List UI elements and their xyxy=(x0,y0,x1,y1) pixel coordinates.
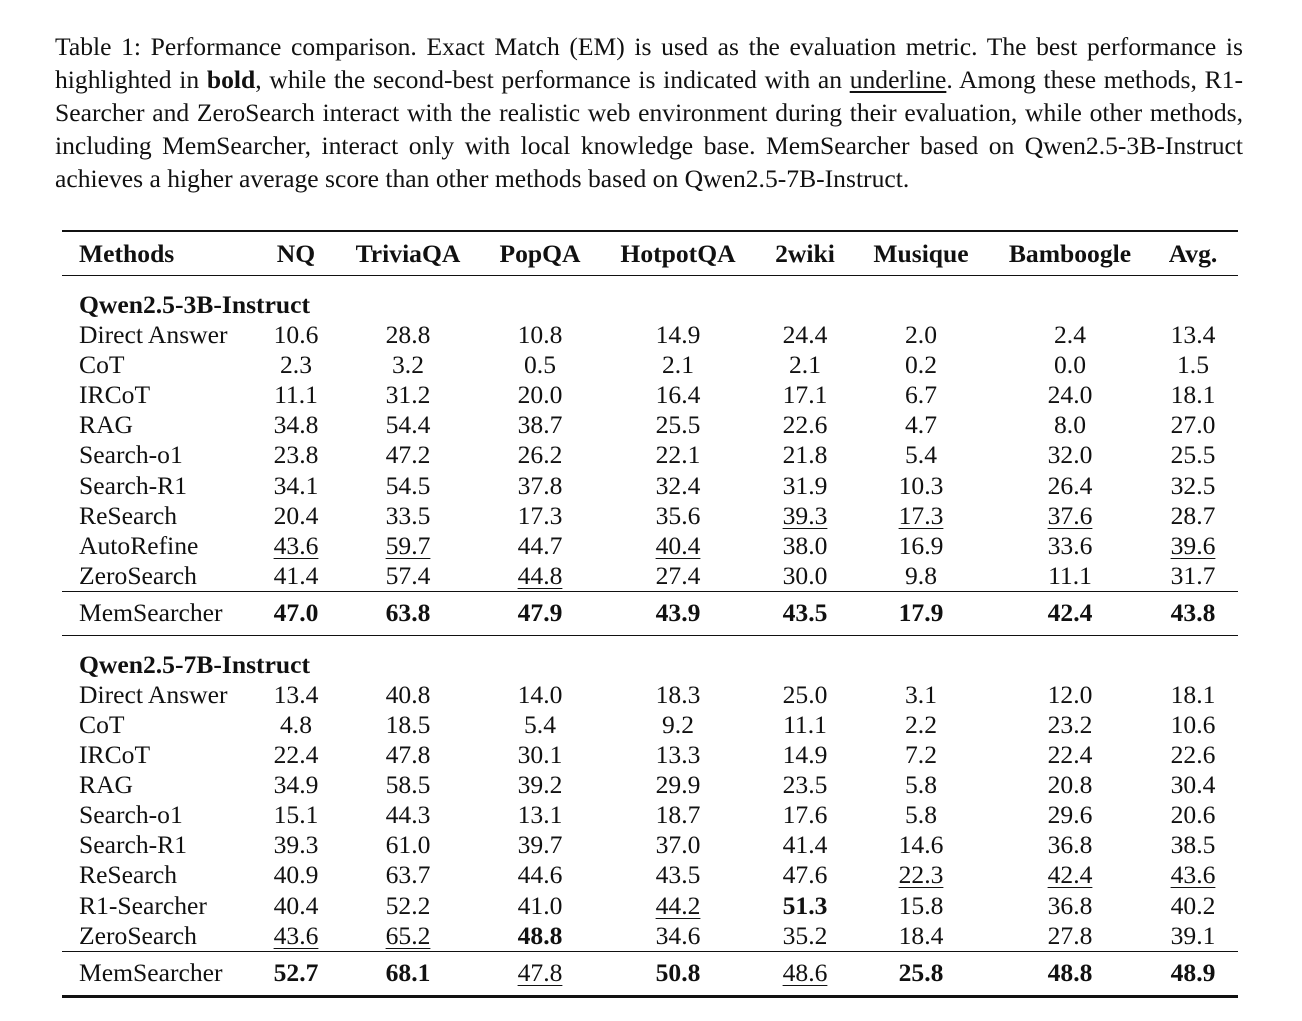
score-cell: 8.0 xyxy=(1054,410,1086,440)
method-name: MemSearcher xyxy=(79,598,223,628)
score-cell: 4.8 xyxy=(280,709,312,739)
method-name: CoT xyxy=(79,709,125,739)
score-cell: 20.8 xyxy=(1047,770,1093,800)
score-cell: 2.4 xyxy=(1054,320,1086,350)
group-label: Qwen2.5-3B-Instruct xyxy=(79,290,311,319)
score-cell: 47.2 xyxy=(385,440,431,470)
score-cell: 16.9 xyxy=(898,530,944,560)
score-cell: 18.4 xyxy=(898,920,944,950)
score-cell: 10.8 xyxy=(517,320,563,350)
score-cell: 34.6 xyxy=(655,920,701,950)
caption-text: . Among these methods, R1-Searcher and ZeroSearch interact with the realistic web environment during their evaluation, while other methods, including MemSearcher, interact only with local knowledge base. MemSearcher based on Qwen2.5-3B-Instruct achieves a higher average score than other methods based on Qwen2.5-7B-Instruct. xyxy=(55,65,1244,193)
score-cell: 16.4 xyxy=(655,380,701,410)
score-cell: 26.4 xyxy=(1047,470,1093,500)
score-cell: 63.8 xyxy=(385,598,431,628)
score-cell: 52.7 xyxy=(273,958,319,988)
column-header: Musique xyxy=(873,238,969,268)
score-cell: 5.4 xyxy=(524,709,556,739)
score-cell: 18.3 xyxy=(655,679,701,709)
method-name: CoT xyxy=(79,350,125,380)
score-cell: 5.4 xyxy=(905,440,937,470)
table-row xyxy=(62,350,1238,380)
table-row xyxy=(62,531,1238,561)
group-header-row xyxy=(62,635,1238,680)
score-cell: 2.2 xyxy=(905,709,937,739)
score-cell: 43.5 xyxy=(655,860,701,890)
score-cell: 39.3 xyxy=(782,500,828,530)
score-cell: 9.8 xyxy=(905,560,937,590)
score-cell: 20.4 xyxy=(273,500,319,530)
score-cell: 23.5 xyxy=(782,770,828,800)
method-name: Direct Answer xyxy=(79,320,228,350)
method-name: Direct Answer xyxy=(79,679,228,709)
table-row xyxy=(62,380,1238,410)
method-name: ReSearch xyxy=(79,860,178,890)
score-cell: 52.2 xyxy=(385,890,431,920)
score-cell: 10.6 xyxy=(1170,709,1216,739)
score-cell: 11.1 xyxy=(783,709,827,739)
score-cell: 44.7 xyxy=(517,530,563,560)
score-cell: 10.3 xyxy=(898,470,944,500)
score-cell: 15.1 xyxy=(273,800,319,830)
column-header: Bamboogle xyxy=(1008,238,1132,268)
score-cell: 39.2 xyxy=(517,770,563,800)
score-cell: 39.1 xyxy=(1170,920,1216,950)
score-cell: 13.4 xyxy=(273,679,319,709)
column-header: TriviaQA xyxy=(355,238,461,268)
score-cell: 44.2 xyxy=(655,890,701,920)
method-name: IRCoT xyxy=(79,380,151,410)
score-cell: 13.3 xyxy=(655,740,701,770)
score-cell: 41.0 xyxy=(517,890,563,920)
score-cell: 34.8 xyxy=(273,410,319,440)
table-row xyxy=(62,410,1238,440)
score-cell: 14.9 xyxy=(655,320,701,350)
table-row xyxy=(62,591,1238,635)
score-cell: 1.5 xyxy=(1177,350,1209,380)
score-cell: 35.6 xyxy=(655,500,701,530)
score-cell: 54.5 xyxy=(385,470,431,500)
column-header: HotpotQA xyxy=(620,238,736,268)
column-header: Avg. xyxy=(1168,238,1218,268)
score-cell: 47.8 xyxy=(517,958,563,988)
score-cell: 31.9 xyxy=(782,470,828,500)
column-header: 2wiki xyxy=(775,238,835,268)
method-name: ZeroSearch xyxy=(79,920,197,950)
score-cell: 36.8 xyxy=(1047,830,1093,860)
score-cell: 25.5 xyxy=(655,410,701,440)
score-cell: 22.6 xyxy=(782,410,828,440)
table-row xyxy=(62,830,1238,860)
score-cell: 17.9 xyxy=(898,598,944,628)
score-cell: 48.9 xyxy=(1170,958,1216,988)
score-cell: 41.4 xyxy=(782,830,828,860)
method-name: AutoRefine xyxy=(79,530,199,560)
score-cell: 31.2 xyxy=(385,380,431,410)
method-name: IRCoT xyxy=(79,740,151,770)
score-cell: 18.7 xyxy=(655,800,701,830)
score-cell: 44.6 xyxy=(517,860,563,890)
score-cell: 44.8 xyxy=(517,560,563,590)
caption-bold-word: bold xyxy=(206,65,256,94)
score-cell: 33.6 xyxy=(1047,530,1093,560)
score-cell: 34.9 xyxy=(273,770,319,800)
score-cell: 25.5 xyxy=(1170,440,1216,470)
score-cell: 37.6 xyxy=(1047,500,1093,530)
score-cell: 32.5 xyxy=(1170,470,1216,500)
table-row xyxy=(62,501,1238,531)
score-cell: 23.2 xyxy=(1047,709,1093,739)
score-cell: 2.1 xyxy=(789,350,821,380)
table-row xyxy=(62,921,1238,952)
method-name: Search-R1 xyxy=(79,470,188,500)
score-cell: 14.0 xyxy=(517,679,563,709)
score-cell: 29.6 xyxy=(1047,800,1093,830)
score-cell: 22.3 xyxy=(898,860,944,890)
score-cell: 17.3 xyxy=(898,500,944,530)
caption-text: , while the second-best performance is indicated with an xyxy=(255,65,850,94)
table-row xyxy=(62,561,1238,592)
method-name: ZeroSearch xyxy=(79,560,197,590)
table-row xyxy=(62,800,1238,830)
method-name: R1-Searcher xyxy=(79,890,207,920)
score-cell: 27.0 xyxy=(1170,410,1216,440)
score-cell: 48.8 xyxy=(517,920,563,950)
score-cell: 2.3 xyxy=(280,350,312,380)
score-cell: 11.1 xyxy=(1048,560,1092,590)
score-cell: 43.9 xyxy=(655,598,701,628)
score-cell: 47.0 xyxy=(273,598,319,628)
score-cell: 3.1 xyxy=(905,679,937,709)
score-cell: 22.6 xyxy=(1170,740,1216,770)
column-header: NQ xyxy=(276,238,316,268)
score-cell: 27.4 xyxy=(655,560,701,590)
score-cell: 9.2 xyxy=(662,709,694,739)
score-cell: 22.4 xyxy=(1047,740,1093,770)
score-cell: 14.9 xyxy=(782,740,828,770)
score-cell: 7.2 xyxy=(905,740,937,770)
method-name: Search-R1 xyxy=(79,830,188,860)
score-cell: 32.0 xyxy=(1047,440,1093,470)
score-cell: 37.8 xyxy=(517,470,563,500)
score-cell: 34.1 xyxy=(273,470,319,500)
score-cell: 39.6 xyxy=(1170,530,1216,560)
score-cell: 28.8 xyxy=(385,320,431,350)
score-cell: 54.4 xyxy=(385,410,431,440)
score-cell: 48.8 xyxy=(1047,958,1093,988)
score-cell: 48.6 xyxy=(782,958,828,988)
score-cell: 39.3 xyxy=(273,830,319,860)
score-cell: 40.4 xyxy=(273,890,319,920)
score-cell: 59.7 xyxy=(385,530,431,560)
score-cell: 17.1 xyxy=(782,380,828,410)
score-cell: 18.1 xyxy=(1170,380,1216,410)
table-row xyxy=(62,860,1238,890)
column-header: Methods xyxy=(79,238,175,268)
score-cell: 13.1 xyxy=(517,800,563,830)
score-cell: 43.5 xyxy=(782,598,828,628)
score-cell: 28.7 xyxy=(1170,500,1216,530)
score-cell: 32.4 xyxy=(655,470,701,500)
score-cell: 38.7 xyxy=(517,410,563,440)
score-cell: 40.8 xyxy=(385,679,431,709)
score-cell: 25.0 xyxy=(782,679,828,709)
score-cell: 5.8 xyxy=(905,800,937,830)
score-cell: 58.5 xyxy=(385,770,431,800)
score-cell: 3.2 xyxy=(392,350,424,380)
performance-table xyxy=(62,230,1238,998)
table-row xyxy=(62,740,1238,770)
score-cell: 24.4 xyxy=(782,320,828,350)
score-cell: 43.8 xyxy=(1170,598,1216,628)
score-cell: 0.0 xyxy=(1054,350,1086,380)
score-cell: 65.2 xyxy=(385,920,431,950)
score-cell: 22.4 xyxy=(273,740,319,770)
score-cell: 0.5 xyxy=(524,350,556,380)
score-cell: 47.9 xyxy=(517,598,563,628)
score-cell: 13.4 xyxy=(1170,320,1216,350)
score-cell: 2.1 xyxy=(662,350,694,380)
caption-underline-word: underline xyxy=(849,65,947,94)
table-row xyxy=(62,470,1238,500)
score-cell: 10.6 xyxy=(273,320,319,350)
score-cell: 42.4 xyxy=(1047,860,1093,890)
score-cell: 30.4 xyxy=(1170,770,1216,800)
table-row xyxy=(62,710,1238,740)
score-cell: 20.6 xyxy=(1170,800,1216,830)
score-cell: 35.2 xyxy=(782,920,828,950)
score-cell: 14.6 xyxy=(898,830,944,860)
score-cell: 18.1 xyxy=(1170,679,1216,709)
table-row xyxy=(62,770,1238,800)
method-name: RAG xyxy=(79,770,134,800)
score-cell: 43.6 xyxy=(1170,860,1216,890)
score-cell: 37.0 xyxy=(655,830,701,860)
score-cell: 23.8 xyxy=(273,440,319,470)
score-cell: 33.5 xyxy=(385,500,431,530)
score-cell: 21.8 xyxy=(782,440,828,470)
group-label: Qwen2.5-7B-Instruct xyxy=(79,649,311,679)
score-cell: 31.7 xyxy=(1170,560,1216,590)
score-cell: 20.0 xyxy=(517,380,563,410)
score-cell: 38.5 xyxy=(1170,830,1216,860)
score-cell: 27.8 xyxy=(1047,920,1093,950)
score-cell: 4.7 xyxy=(905,410,937,440)
score-cell: 44.3 xyxy=(385,800,431,830)
score-cell: 11.1 xyxy=(274,380,318,410)
column-header: PopQA xyxy=(499,238,581,268)
score-cell: 12.0 xyxy=(1047,679,1093,709)
table-row xyxy=(62,951,1238,996)
score-cell: 15.8 xyxy=(898,890,944,920)
table-row xyxy=(62,891,1238,921)
score-cell: 2.0 xyxy=(905,320,937,350)
score-cell: 6.7 xyxy=(905,380,937,410)
score-cell: 38.0 xyxy=(782,530,828,560)
score-cell: 26.2 xyxy=(517,440,563,470)
score-cell: 29.9 xyxy=(655,770,701,800)
method-name: Search-o1 xyxy=(79,440,183,470)
table-row xyxy=(62,680,1238,710)
score-cell: 5.8 xyxy=(905,770,937,800)
score-cell: 17.3 xyxy=(517,500,563,530)
score-cell: 57.4 xyxy=(385,560,431,590)
score-cell: 0.2 xyxy=(905,350,937,380)
method-name: MemSearcher xyxy=(79,958,223,988)
score-cell: 40.9 xyxy=(273,860,319,890)
score-cell: 25.8 xyxy=(898,958,944,988)
score-cell: 40.4 xyxy=(655,530,701,560)
score-cell: 39.7 xyxy=(517,830,563,860)
score-cell: 41.4 xyxy=(273,560,319,590)
method-name: Search-o1 xyxy=(79,800,183,830)
score-cell: 50.8 xyxy=(655,958,701,988)
score-cell: 51.3 xyxy=(782,890,828,920)
header-row xyxy=(62,231,1238,276)
score-cell: 40.2 xyxy=(1170,890,1216,920)
method-name: ReSearch xyxy=(79,500,178,530)
score-cell: 24.0 xyxy=(1047,380,1093,410)
table-row xyxy=(62,320,1238,350)
score-cell: 30.0 xyxy=(782,560,828,590)
score-cell: 63.7 xyxy=(385,860,431,890)
table-caption xyxy=(55,30,1243,195)
score-cell: 61.0 xyxy=(385,830,431,860)
table-row xyxy=(62,440,1238,470)
score-cell: 47.6 xyxy=(782,860,828,890)
group-header-row xyxy=(62,276,1238,321)
score-cell: 22.1 xyxy=(655,440,701,470)
method-name: RAG xyxy=(79,410,134,440)
score-cell: 30.1 xyxy=(517,740,563,770)
score-cell: 18.5 xyxy=(385,709,431,739)
score-cell: 68.1 xyxy=(385,958,431,988)
score-cell: 42.4 xyxy=(1047,598,1093,628)
score-cell: 43.6 xyxy=(273,920,319,950)
score-cell: 36.8 xyxy=(1047,890,1093,920)
score-cell: 43.6 xyxy=(273,530,319,560)
score-cell: 47.8 xyxy=(385,740,431,770)
score-cell: 17.6 xyxy=(782,800,828,830)
caption-text: Table 1: Performance comparison. Exact Match (EM) is used as the evaluation metric. The best performance is highlighted in xyxy=(55,32,1243,94)
